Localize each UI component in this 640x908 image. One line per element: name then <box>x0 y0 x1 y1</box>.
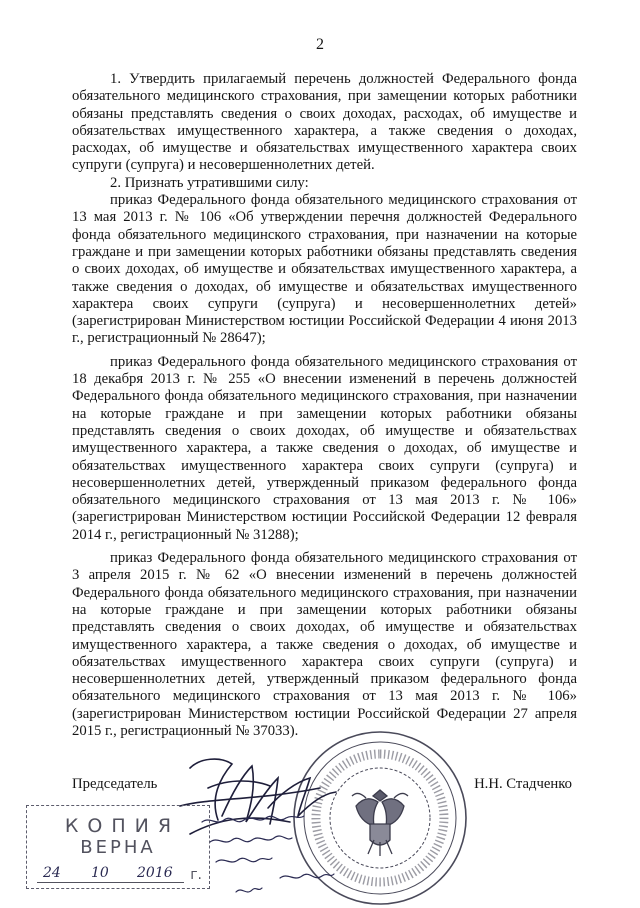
stamp-date-month: 10 <box>91 865 109 881</box>
stamp-title: КОПИЯ <box>64 815 181 837</box>
copy-certified-stamp <box>26 805 210 889</box>
stamp-date-day: 24 <box>43 865 61 881</box>
paragraph-approve-list: 1. Утвердить прилагаемый перечень должностей Федерального фонда обязательного медицинского страхования, при замещении которых работники обязаны представлять сведения о своих доходах, расходах, об имуществе и обязательствах имущественного характера, а также сведения о доходах, расходах, об имуществе и обязательствах имущественного характера своих супруги (супруга) и несовершеннолетних детей. <box>72 71 577 174</box>
paragraph-recognize-invalid: 2. Признать утратившими силу: <box>110 174 309 191</box>
paragraph-order-255: приказ Федерального фонда обязательного медицинского страхования от 18 декабря 2013 г. № 255 «О внесении изменений в перечень должностей Федерального фонда обязательного медицинского страхования, при назначении на которые граждане и при замещении которых работники обязаны представлять сведения о своих доходах, об имуществе и обязательствах имущественного характера, а также сведения о доходах, об имуществе и обязательствах имущественного характера своих супруги (супруга) и несовершеннолетних детей, утвержденный приказом федерального фонда обязательного медицинского страхования от 13 мая 2013 г. № 106» (зарегистрирован Министерством юстиции Российской Федерации 12 февраля 2014 г., регистрационный № 31288); <box>72 353 577 543</box>
signer-title: Председатель <box>72 776 158 792</box>
stamp-date <box>37 867 202 885</box>
paragraph-order-62: приказ Федерального фонда обязательного медицинского страхования от 3 апреля 2015 г. № 62 «О внесении изменений в перечень должностей Федерального фонда обязательного медицинского страхования, при назначении на которые граждане и при замещении которых работники обязаны представлять сведения о своих доходах, об имуществе и обязательствах имущественного характера, а также сведения о доходах, об имуществе и обязательствах имущественного характера своих супруги (супруга) и несовершеннолетних детей, утвержденный приказом федерального фонда обязательного медицинского страхования от 13 мая 2013 г. № 106» (зарегистрирован Министерством юстиции Российской Федерации 27 апреля 2015 г., регистрационный № 37033). <box>72 550 577 739</box>
handwritten-note <box>196 808 366 898</box>
stamp-date-line <box>37 882 184 883</box>
page-number: 2 <box>316 36 324 53</box>
stamp-date-suffix: г. <box>190 867 202 883</box>
stamp-date-year: 2016 <box>137 865 173 881</box>
stamp-subtitle: ВЕРНА <box>80 837 156 858</box>
paragraph-order-106: приказ Федерального фонда обязательного медицинского страхования от 13 мая 2013 г. № 106 «Об утверждении перечня должностей Федерального фонда обязательного медицинского страхования, при назначении на которые граждане и при замещении которых работники обязаны представлять сведения о своих доходах, об имуществе и обязательствах имущественного характера, а также сведения о доходах, об имуществе и обязательствах имущественного характера своих супруги (супруга) и несовершеннолетних детей» (зарегистрирован Министерством юстиции Российской Федерации 4 июня 2013 г., регистрационный № 28647); <box>72 192 577 347</box>
document-body <box>72 71 577 740</box>
signer-name: Н.Н. Стадченко <box>474 776 572 792</box>
